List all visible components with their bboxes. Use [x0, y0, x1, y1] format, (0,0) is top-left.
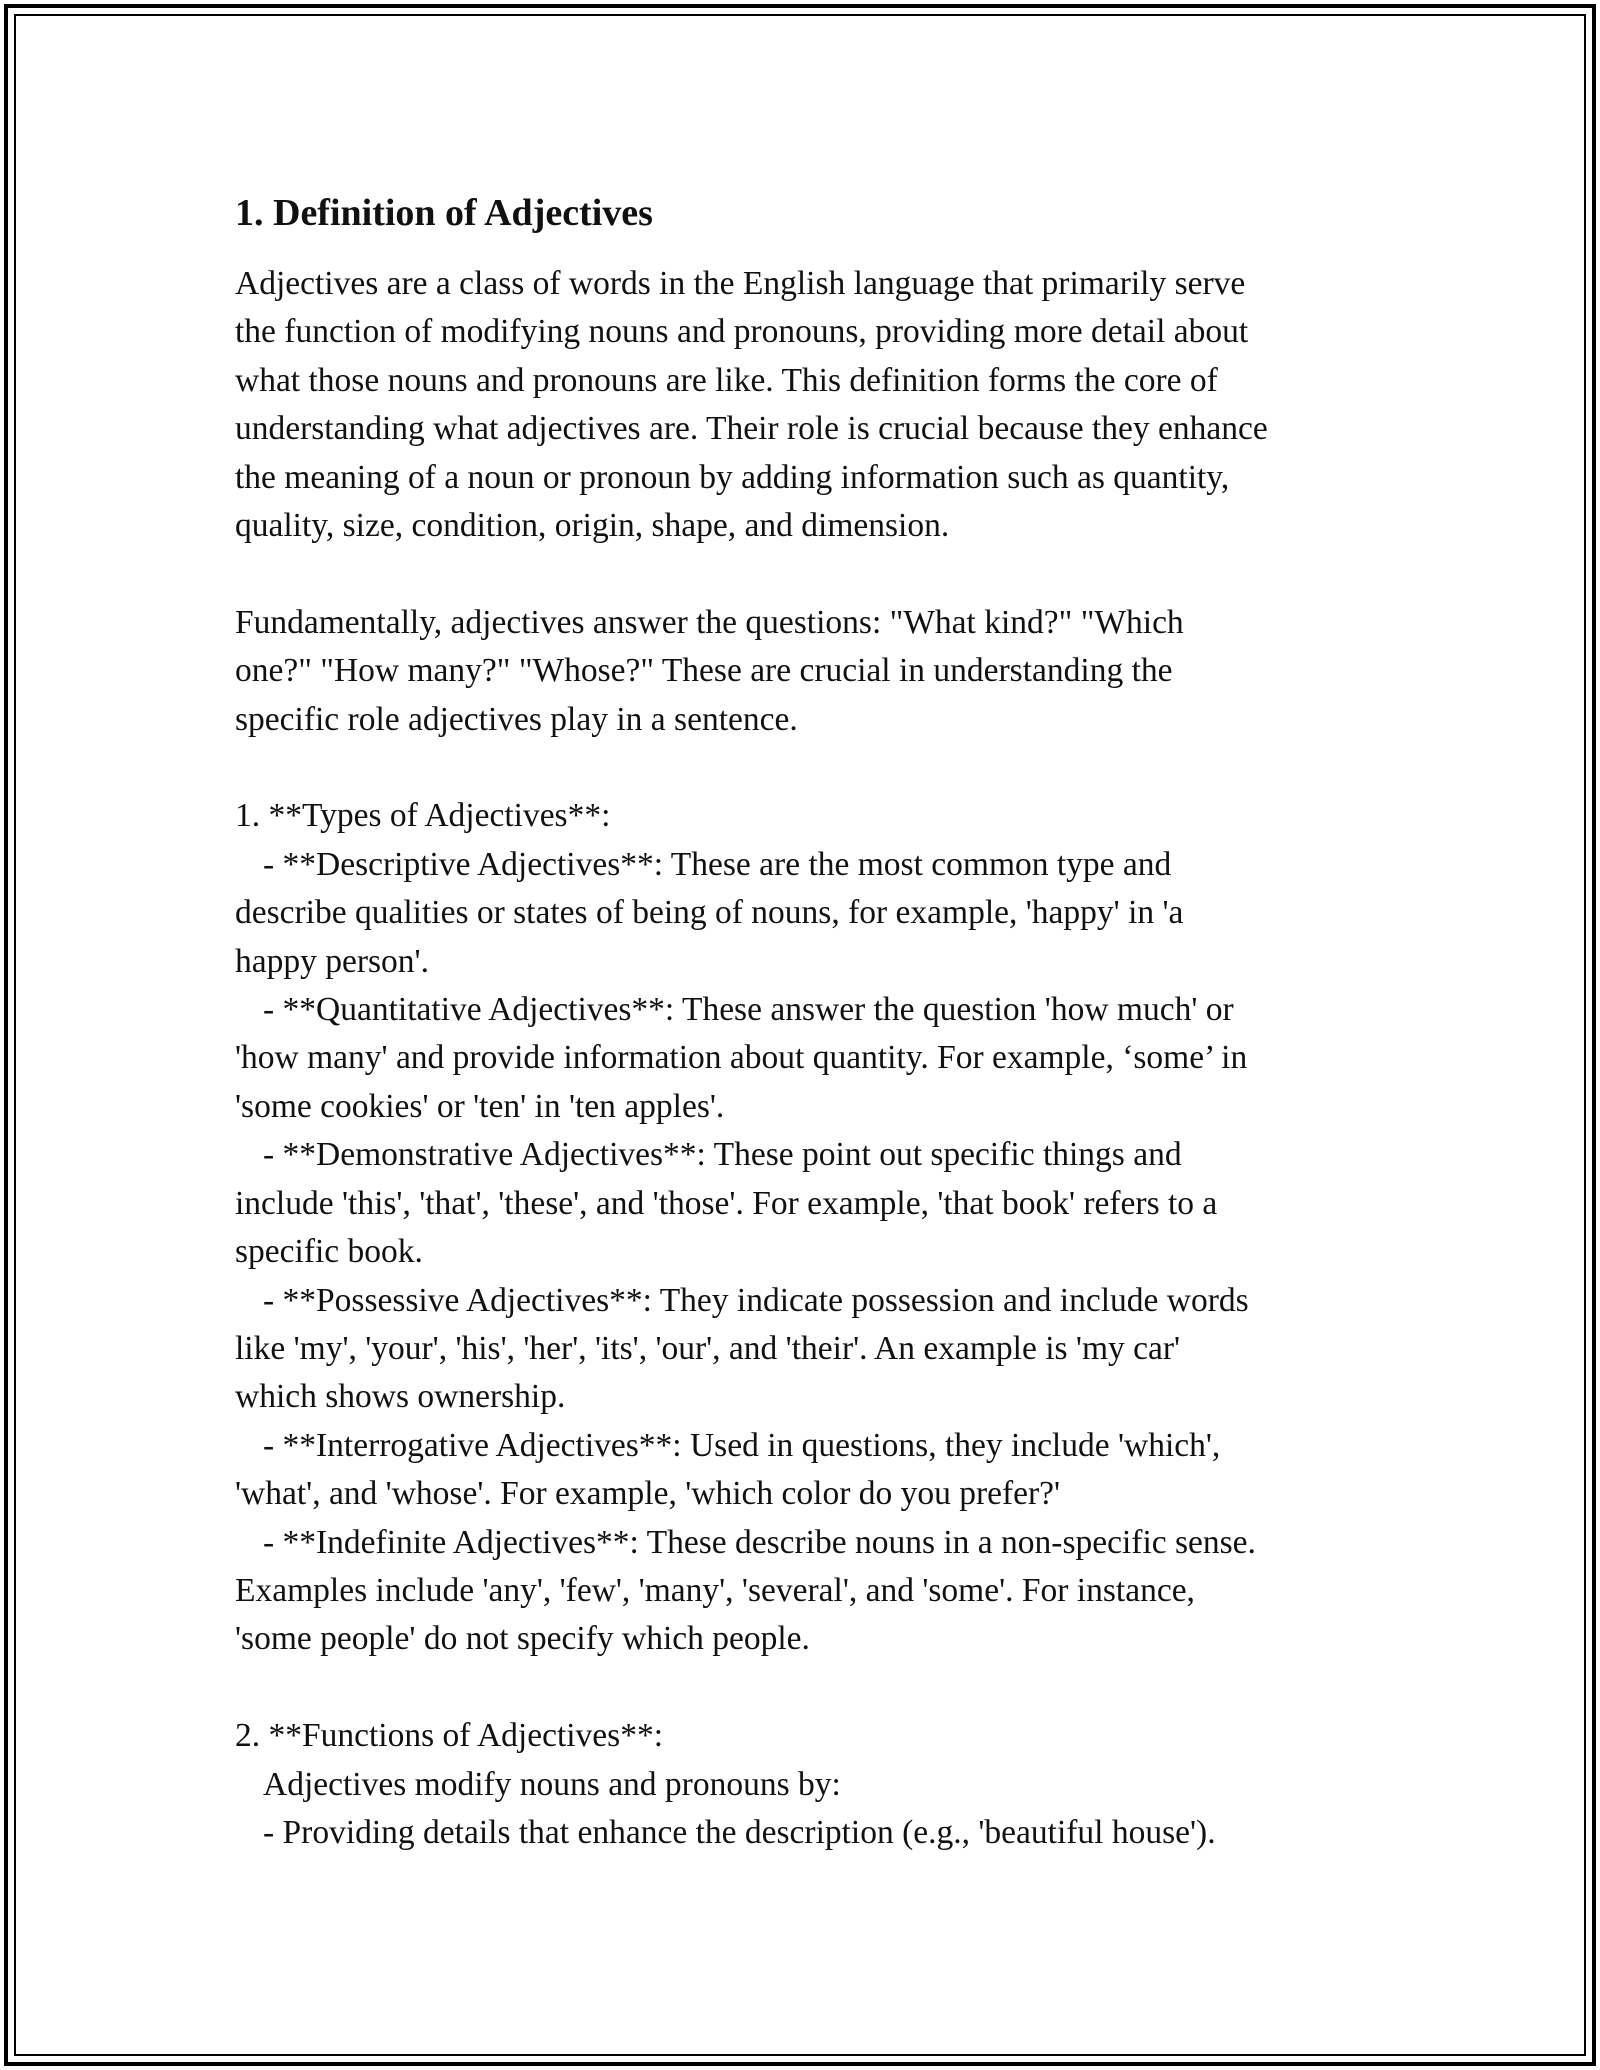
- text-line: the meaning of a noun or pronoun by adding information such as quantity,: [235, 458, 1230, 496]
- text-line: the function of modifying nouns and pronouns, providing more detail about: [235, 313, 1249, 351]
- type-item-line: 'some cookies' or 'ten' in 'ten apples'.: [235, 1087, 725, 1125]
- text-line: specific role adjectives play in a sentence.: [235, 700, 798, 738]
- questions-paragraph: [235, 599, 1375, 744]
- text-line: Fundamentally, adjectives answer the questions: "What kind?" "Which: [235, 603, 1184, 641]
- type-item-line: happy person'.: [235, 942, 429, 980]
- type-item-first-line: - **Indefinite Adjectives**: These describe nouns in a non-specific sense.: [263, 1523, 1256, 1561]
- document-body: [235, 186, 1375, 1857]
- type-item-line: which shows ownership.: [235, 1378, 566, 1416]
- functions-intro: Adjectives modify nouns and pronouns by:: [263, 1765, 841, 1803]
- intro-paragraph: [235, 260, 1375, 550]
- functions-section-title: 2. **Functions of Adjectives**:: [235, 1717, 664, 1755]
- type-item-first-line: - **Possessive Adjectives**: They indicate possession and include words: [263, 1281, 1249, 1319]
- type-item-line: Examples include 'any', 'few', 'many', 'several', and 'some'. For instance,: [235, 1571, 1195, 1609]
- type-item-first-line: - **Quantitative Adjectives**: These answer the question 'how much' or: [263, 991, 1234, 1029]
- types-section-title: 1. **Types of Adjectives**:: [235, 797, 611, 835]
- text-line: what those nouns and pronouns are like. This definition forms the core of: [235, 361, 1218, 399]
- text-line: quality, size, condition, origin, shape, and dimension.: [235, 507, 950, 545]
- type-item-first-line: - **Descriptive Adjectives**: These are the most common type and: [263, 845, 1172, 883]
- text-line: Adjectives are a class of words in the English language that primarily serve: [235, 265, 1246, 302]
- functions-section: [235, 1712, 1375, 1857]
- type-item-line: 'how many' and provide information about quantity. For example, ‘some’ in: [235, 1039, 1248, 1077]
- function-item: - Providing details that enhance the description (e.g., 'beautiful house').: [263, 1813, 1216, 1851]
- section-heading: 1. Definition of Adjectives: [235, 192, 653, 234]
- type-item-line: describe qualities or states of being of nouns, for example, 'happy' in 'a: [235, 894, 1184, 932]
- types-section: [235, 792, 1375, 1663]
- type-item-line: like 'my', 'your', 'his', 'her', 'its', 'our', and 'their'. An example is 'my car': [235, 1329, 1181, 1367]
- type-item-line: specific book.: [235, 1233, 423, 1271]
- type-item-first-line: - **Interrogative Adjectives**: Used in questions, they include 'which',: [263, 1426, 1221, 1464]
- text-line: one?" "How many?" "Whose?" These are crucial in understanding the: [235, 652, 1173, 690]
- type-item-line: 'some people' do not specify which people.: [235, 1620, 810, 1658]
- type-item-line: include 'this', 'that', 'these', and 'those'. For example, 'that book' refers to a: [235, 1184, 1218, 1222]
- text-line: understanding what adjectives are. Their role is crucial because they enhance: [235, 410, 1268, 448]
- type-item-line: 'what', and 'whose'. For example, 'which color do you prefer?': [235, 1475, 1061, 1513]
- type-item-first-line: - **Demonstrative Adjectives**: These point out specific things and: [263, 1136, 1182, 1174]
